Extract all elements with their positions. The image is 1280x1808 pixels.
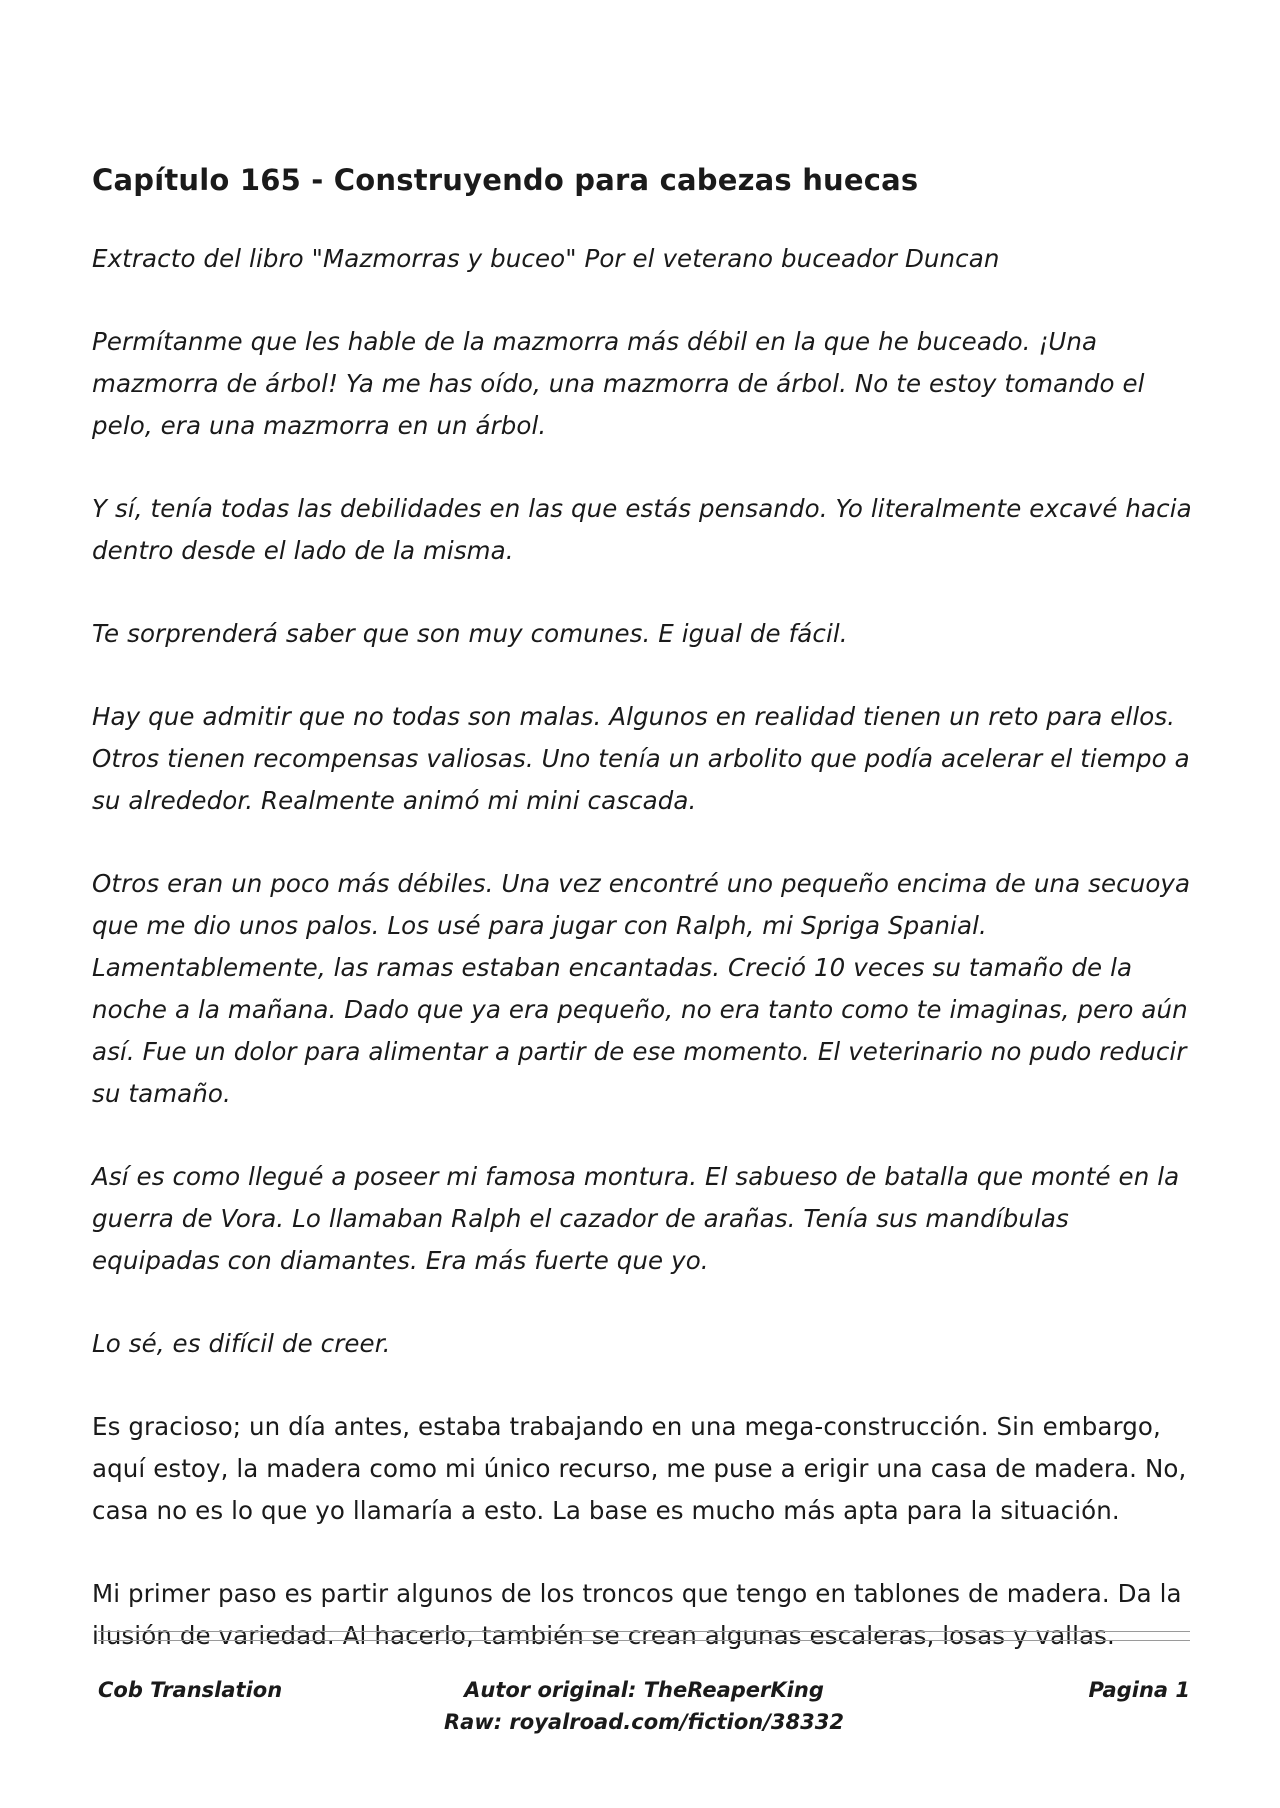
paragraph: Lo sé, es difícil de creer. [92, 1329, 391, 1358]
paragraph: Extracto del libro "Mazmorras y buceo" Por el veterano buceador Duncan [92, 244, 1000, 273]
document-page [92, 150, 1202, 1698]
footer-page-number: Pagina 1 [1088, 1678, 1190, 1702]
paragraph: Permítanme que les hable de la mazmorra más débil en la que he buceado. ¡Una mazmorra de árbol! Ya me has oído, una mazmorra de árbol. No te estoy tomando el pelo, era una mazmorra en un árbol. [92, 327, 1145, 440]
paragraph: Otros eran un poco más débiles. Una vez encontré uno pequeño encima de una secuoya que me dio unos palos. Los usé para jugar con Ralph, mi Spriga Spanial. Lamentablemente, las ramas estaban encantadas. Creció 10 veces su tamaño de la noche a la mañana. Dado que ya era pequeño, no era tanto como te imaginas, pero aún así. Fue un dolor para alimentar a partir de ese momento. El veterinario no pudo reducir su tamaño. [92, 869, 1191, 1108]
paragraph: Es gracioso; un día antes, estaba trabajando en una mega-construcción. Sin embargo, aquí estoy, la madera como mi único recurso, me puse a erigir una casa de madera. No, casa no es lo que yo llamaría a esto. La base es mucho más apta para la situación. [92, 1412, 1187, 1525]
paragraph: Te sorprenderá saber que son muy comunes. E igual de fácil. [92, 619, 848, 648]
paragraph: Hay que admitir que no todas son malas. Algunos en realidad tienen un reto para ellos. Otros tienen recompensas valiosas. Uno tenía un arbolito que podía acelerar el tiempo a su alrededor. Realmente animó mi mini cascada. [92, 702, 1190, 815]
chapter-body [92, 238, 1202, 1657]
footer-raw-source: Raw: royalroad.com/fiction/38332 [443, 1710, 844, 1734]
paragraph: Así es como llegué a poseer mi famosa montura. El sabueso de batalla que monté en la guerra de Vora. Lo llamaban Ralph el cazador de arañas. Tenía sus mandíbulas equipadas con diamantes. Era más fuerte que yo. [92, 1162, 1180, 1275]
footer-translator: Cob Translation [98, 1678, 283, 1702]
footer-credits [98, 1674, 1190, 1738]
page-footer [98, 1674, 1190, 1754]
paragraph: Y sí, tenía todas las debilidades en las que estás pensando. Yo literalmente excavé hacia dentro desde el lado de la misma. [92, 494, 1192, 565]
footer-divider [98, 1631, 1190, 1632]
chapter-title: Capítulo 165 - Construyendo para cabezas huecas [92, 163, 919, 197]
paragraph: Mi primer paso es partir algunos de los troncos que tengo en tablones de madera. Da la ilusión de variedad. Al hacerlo, también se crean algunas escaleras, losas y vallas. [92, 1579, 1182, 1650]
footer-author: Autor original: TheReaperKing [464, 1678, 824, 1702]
footer-divider [98, 1640, 1190, 1641]
